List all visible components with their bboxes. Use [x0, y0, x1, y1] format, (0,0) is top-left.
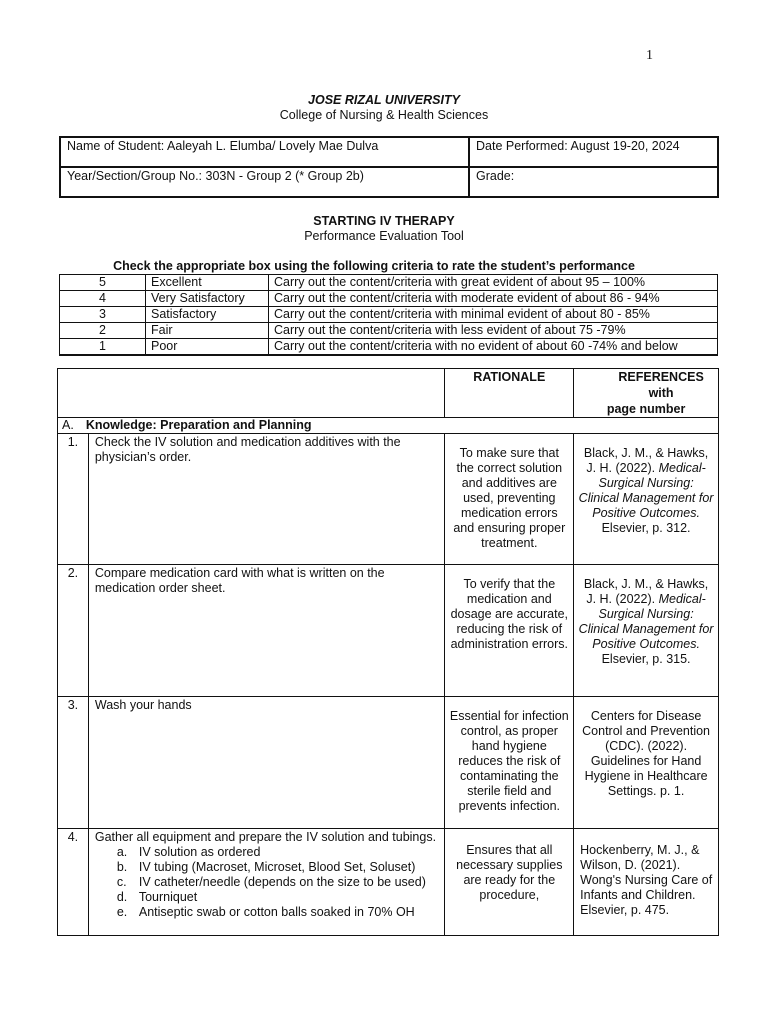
reference-publisher: Elsevier, p. 312.	[601, 521, 691, 535]
equipment-list	[95, 845, 440, 920]
table-row	[58, 434, 719, 565]
reference-text: Hockenberry, M. J., & Wilson, D. (2021). Wong's Nursing Care of Infants and Children. Elsevier, p. 475.	[580, 843, 713, 917]
references-header-line3: page number	[606, 402, 686, 416]
list-marker: c.	[116, 875, 127, 889]
list-item-text: Tourniquet	[138, 890, 198, 904]
criteria-description: Carry out the content/criteria with great evident of about 95 – 100%	[269, 275, 718, 291]
student-name-cell: Name of Student: Aaleyah L. Elumba/ Lovely Mae Dulva	[60, 137, 469, 167]
rationale-cell	[445, 565, 574, 697]
rationale-text: Ensures that all necessary supplies are ready for the procedure,	[456, 843, 563, 902]
reference-cell	[574, 829, 719, 936]
list-item-text: Antiseptic swab or cotton balls soaked in 70% OH	[138, 905, 415, 919]
criteria-row	[60, 275, 718, 291]
table-row	[58, 829, 719, 936]
criteria-label: Satisfactory	[146, 307, 269, 323]
evaluation-table	[57, 368, 719, 936]
rationale-text: To verify that the medication and dosage are accurate, reducing the risk of administration errors.	[450, 577, 569, 651]
rationale-text: To make sure that the correct solution and additives are used, preventing medication errors and ensuring proper treatment.	[453, 446, 566, 550]
list-item	[116, 860, 440, 875]
year-section-cell: Year/Section/Group No.: 303N - Group 2 (* Group 2b)	[60, 167, 469, 197]
list-item	[116, 890, 440, 905]
list-marker: e.	[116, 905, 128, 919]
criteria-description: Carry out the content/criteria with no evident of about 60 -74% and below	[269, 339, 718, 356]
step-number: 3.	[58, 697, 89, 829]
section-a-cell	[58, 418, 719, 434]
section-title: Knowledge: Preparation and Planning	[85, 418, 312, 432]
step-number: 2.	[58, 565, 89, 697]
reference-title: Medical-Surgical Nursing: Clinical Management for Positive Outcomes.	[578, 592, 714, 651]
reference-authors: Black, J. M., & Hawks, J. H. (2022).	[583, 446, 709, 475]
list-marker: d.	[116, 890, 128, 904]
criteria-row	[60, 323, 718, 339]
student-info-table	[59, 136, 719, 198]
rationale-cell	[445, 697, 574, 829]
table-row	[58, 697, 719, 829]
criteria-score: 1	[60, 339, 146, 356]
criteria-score: 3	[60, 307, 146, 323]
list-item-text: IV tubing (Macroset, Microset, Blood Set, Soluset)	[138, 860, 416, 874]
document-title: STARTING IV THERAPY	[313, 214, 455, 228]
page-number: 1	[646, 48, 653, 63]
reference-text	[574, 434, 718, 536]
reference-title: Medical-Surgical Nursing: Clinical Management for Positive Outcomes.	[578, 461, 714, 520]
criteria-label: Very Satisfactory	[146, 291, 269, 307]
reference-cell	[574, 434, 719, 565]
step-text: Check the IV solution and medication additives with the physician’s order.	[88, 434, 445, 565]
rationale-header-label: RATIONALE	[473, 370, 546, 384]
rationale-cell	[445, 434, 574, 565]
step-text: Compare medication card with what is written on the medication order sheet.	[88, 565, 445, 697]
list-item-text: IV solution as ordered	[138, 845, 261, 859]
header-blank-cell	[58, 369, 445, 418]
reference-authors: Black, J. M., & Hawks, J. H. (2022).	[583, 577, 709, 606]
criteria-description: Carry out the content/criteria with minimal evident of about 80 - 85%	[269, 307, 718, 323]
section-a-row	[58, 418, 719, 434]
criteria-score: 4	[60, 291, 146, 307]
reference-text: Centers for Disease Control and Prevention (CDC). (2022). Guidelines for Hand Hygiene in Healthcare Settings. p. 1.	[582, 709, 710, 798]
step-number: 4.	[58, 829, 89, 936]
criteria-label: Fair	[146, 323, 269, 339]
criteria-row	[60, 291, 718, 307]
step-cell	[88, 829, 445, 936]
list-item	[116, 875, 440, 890]
grade-cell: Grade:	[469, 167, 718, 197]
section-letter: A.	[62, 418, 74, 432]
criteria-table	[59, 274, 718, 356]
criteria-description: Carry out the content/criteria with moderate evident of about 86 - 94%	[269, 291, 718, 307]
criteria-instruction: Check the appropriate box using the following criteria to rate the student’s performance	[113, 259, 635, 273]
college-name: College of Nursing & Health Sciences	[279, 108, 489, 122]
references-header-line2: with	[648, 386, 674, 400]
reference-cell	[574, 565, 719, 697]
table-row	[58, 565, 719, 697]
list-item-text: IV catheter/needle (depends on the size to be used)	[138, 875, 426, 889]
criteria-score: 2	[60, 323, 146, 339]
document-subtitle: Performance Evaluation Tool	[304, 229, 464, 243]
references-header-line1: REFERENCES	[618, 370, 704, 384]
rationale-header	[445, 369, 574, 418]
rationale-cell	[445, 829, 574, 936]
criteria-description: Carry out the content/criteria with less evident of about 75 -79%	[269, 323, 718, 339]
criteria-row	[60, 307, 718, 323]
step-text: Wash your hands	[88, 697, 445, 829]
rationale-text: Essential for infection control, as proper hand hygiene reduces the risk of contaminating the sterile field and prevents infection.	[449, 709, 569, 813]
list-marker: b.	[116, 860, 128, 874]
step-number: 1.	[58, 434, 89, 565]
step-text: Gather all equipment and prepare the IV solution and tubings.	[94, 830, 437, 844]
list-marker: a.	[116, 845, 128, 859]
date-performed-cell: Date Performed: August 19-20, 2024	[469, 137, 718, 167]
criteria-score: 5	[60, 275, 146, 291]
criteria-label: Poor	[146, 339, 269, 356]
evaluation-header-row	[58, 369, 719, 418]
university-name: JOSE RIZAL UNIVERSITY	[308, 93, 460, 107]
list-item	[116, 845, 440, 860]
reference-cell	[574, 697, 719, 829]
references-header	[574, 369, 719, 418]
list-item	[116, 905, 440, 920]
criteria-label: Excellent	[146, 275, 269, 291]
reference-publisher: Elsevier, p. 315.	[601, 652, 691, 666]
reference-text	[574, 565, 718, 667]
criteria-row	[60, 339, 718, 356]
